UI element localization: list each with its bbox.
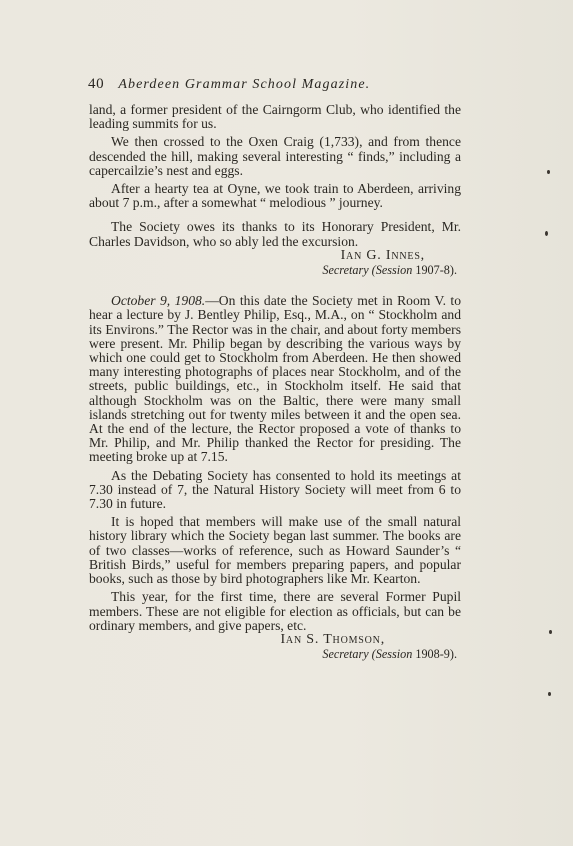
paragraph-6: As the Debating Society has consented to hold its meetings at 7.30 instead of 7, the Natural History Society will meet from 6 to 7.30 in future. [89, 467, 461, 512]
ink-speck [545, 231, 548, 236]
paragraph-5-text: —On this date the Society met in Room V. to hear a lecture by J. Bentley Philip, Esq., M.A., on “ Stockholm and its Environs.” The Rector was in the chair, and about forty members were present. Mr. Philip began by describing the various ways by which one could get to Stockholm from Aberdeen. He then showed many interesting photographs of places near Stockholm, and of the streets, public buildings, etc., in Stockholm itself. He said that although Stockholm was on the Baltic, there were many small islands stretching out for twenty miles between it and the open sea. At the end of the lecture, the Rector proposed a vote of thanks to Mr. Philip, and Mr. Philip thanked the Rector for presiding. The meeting broke up at 7.15. [89, 293, 461, 465]
signature-1-title: Secretary (Session [322, 263, 413, 278]
signature-2-role [89, 647, 461, 661]
signature-2-years: 1908-9). [415, 647, 457, 662]
paragraph-4: The Society owes its thanks to its Honorary President, Mr. Charles Davidson, who so ably led the excursion. [89, 219, 461, 249]
ink-speck [549, 630, 552, 634]
journal-title: Aberdeen Grammar School Magazine. [118, 77, 371, 92]
signature-2-name: Ian S. Thomson, [280, 631, 385, 647]
page-number: 40 [88, 76, 105, 92]
paragraph-8: This year, for the first time, there are several Former Pupil members. These are not eligible for election as officials, but can be ordinary members, and give papers, etc. [89, 589, 461, 633]
ink-speck [548, 692, 551, 696]
signature-1-name: Ian G. Innes, [340, 247, 425, 263]
meeting-date: October 9, 1908. [111, 293, 206, 309]
paragraph-1: land, a former president of the Cairngorm Club, who identified the leading summits for us. [89, 102, 461, 132]
ink-speck [547, 170, 550, 174]
paragraph-5 [89, 294, 461, 464]
signature-1-role [89, 263, 461, 277]
signature-2-title: Secretary (Session [322, 647, 413, 662]
paragraph-3: After a hearty tea at Oyne, we took train to Aberdeen, arriving about 7 p.m., after a somewhat “ melodious ” journey. [89, 181, 461, 211]
signature-1-years: 1907-8). [415, 263, 457, 278]
article-body [89, 103, 461, 661]
running-header [88, 76, 468, 93]
paragraph-7: It is hoped that members will make use of the small natural history library which the Society began last summer. The books are of two classes—works of reference, such as Howard Saunder’s “ British Birds,” useful for members preparing papers, and popular books, such as those by bird photographers like Mr. Kearton. [89, 514, 461, 587]
paragraph-2: We then crossed to the Oxen Craig (1,733), and from thence descended the hill, making several interesting “ finds,” including a capercailzie’s nest and eggs. [89, 134, 461, 178]
